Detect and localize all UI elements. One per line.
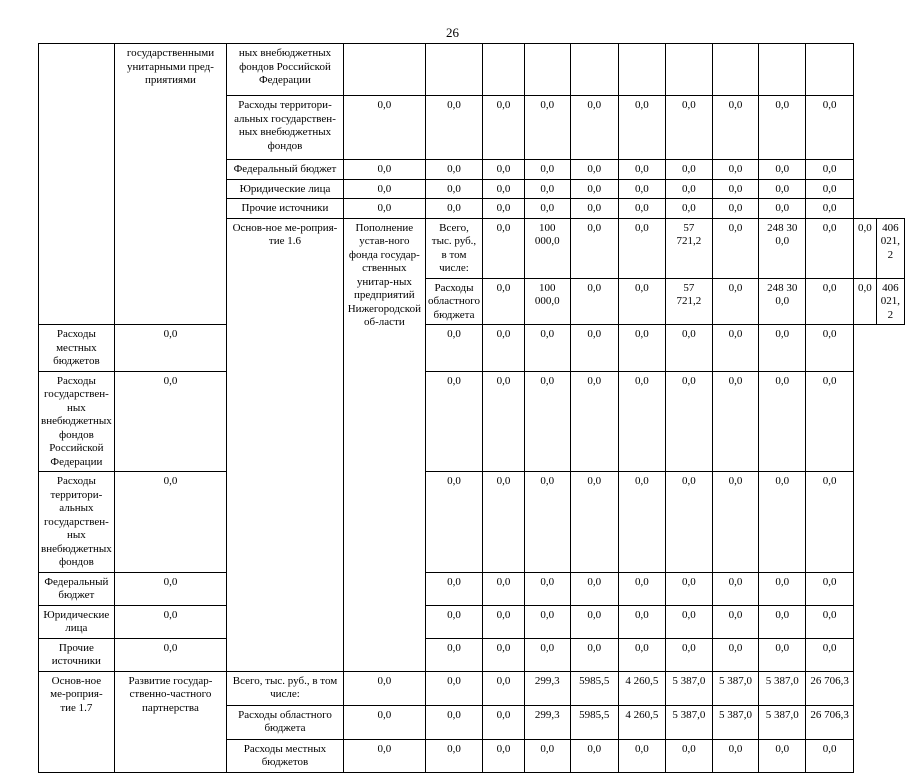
- value-cell: 0,0: [343, 705, 425, 739]
- value-cell: 0,0: [712, 605, 758, 638]
- value-cell: 0,0: [806, 278, 854, 325]
- value-cell: 0,0: [482, 671, 524, 705]
- value-cell: 0,0: [482, 705, 524, 739]
- value-cell: 0,0: [570, 179, 618, 199]
- value-cell: 0,0: [425, 96, 482, 160]
- value-cell: 0,0: [343, 96, 425, 160]
- value-cell: 0,0: [114, 472, 226, 573]
- value-cell: 0,0: [524, 739, 570, 772]
- value-cell: 0,0: [524, 638, 570, 671]
- value-cell: [665, 44, 712, 96]
- value-cell: 0,0: [482, 325, 524, 372]
- table-row: [39, 572, 905, 605]
- value-cell: 0,0: [759, 325, 806, 372]
- value-cell: 0,0: [665, 179, 712, 199]
- value-cell: 0,0: [854, 278, 877, 325]
- value-cell: 57 721,2: [665, 218, 712, 278]
- value-cell: 0,0: [618, 638, 665, 671]
- value-cell: 0,0: [618, 96, 665, 160]
- funding-source-cell: Всего, тыс. руб., в том числе:: [227, 671, 344, 705]
- activity-id-cell: Основ-ное ме-роприя-тие 1.7: [39, 671, 115, 772]
- value-cell: [618, 44, 665, 96]
- value-cell: 0,0: [482, 179, 524, 199]
- value-cell: 0,0: [806, 472, 854, 573]
- value-cell: 0,0: [425, 671, 482, 705]
- activity-name-cell: Пополнение устав-ного фонда государ-ственных унитар-ных предприятий Нижегородской об-ласти: [343, 218, 425, 671]
- value-cell: 0,0: [712, 739, 758, 772]
- value-cell: 0,0: [114, 572, 226, 605]
- value-cell: 0,0: [570, 199, 618, 219]
- value-cell: 0,0: [425, 371, 482, 472]
- value-cell: [712, 44, 758, 96]
- value-cell: 299,3: [524, 671, 570, 705]
- value-cell: 0,0: [343, 671, 425, 705]
- value-cell: 0,0: [806, 325, 854, 372]
- value-cell: 0,0: [806, 199, 854, 219]
- value-cell: 0,0: [570, 218, 618, 278]
- value-cell: 0,0: [618, 218, 665, 278]
- value-cell: 0,0: [425, 472, 482, 573]
- value-cell: 0,0: [759, 605, 806, 638]
- value-cell: 0,0: [712, 638, 758, 671]
- funding-source-cell: Федеральный бюджет: [227, 160, 344, 180]
- value-cell: 0,0: [759, 638, 806, 671]
- value-cell: 5 387,0: [759, 705, 806, 739]
- value-cell: 0,0: [524, 199, 570, 219]
- value-cell: 0,0: [524, 325, 570, 372]
- value-cell: 0,0: [425, 160, 482, 180]
- value-cell: 5 387,0: [665, 671, 712, 705]
- table-row: [39, 44, 905, 96]
- value-cell: 0,0: [665, 605, 712, 638]
- value-cell: 5 387,0: [665, 705, 712, 739]
- value-cell: 0,0: [712, 278, 758, 325]
- value-cell: 0,0: [618, 472, 665, 573]
- value-cell: 57 721,2: [665, 278, 712, 325]
- value-cell: 0,0: [425, 739, 482, 772]
- value-cell: 0,0: [618, 605, 665, 638]
- table-row: [39, 371, 905, 472]
- value-cell: 0,0: [618, 325, 665, 372]
- table-row: [39, 605, 905, 638]
- value-cell: 0,0: [114, 371, 226, 472]
- value-cell: 0,0: [665, 96, 712, 160]
- value-cell: 26 706,3: [806, 705, 854, 739]
- value-cell: 5985,5: [570, 671, 618, 705]
- value-cell: 0,0: [618, 278, 665, 325]
- value-cell: 0,0: [114, 325, 226, 372]
- value-cell: 0,0: [482, 199, 524, 219]
- value-cell: 5985,5: [570, 705, 618, 739]
- value-cell: 0,0: [482, 472, 524, 573]
- value-cell: 5 387,0: [759, 671, 806, 705]
- funding-source-cell: Расходы местных бюджетов: [39, 325, 115, 372]
- value-cell: 0,0: [665, 160, 712, 180]
- funding-source-cell: Расходы государствен-ных внебюджетных фондов Российской Федерации: [39, 371, 115, 472]
- funding-source-cell: Расходы территори-альных государствен-ных внебюджетных фондов: [227, 96, 344, 160]
- value-cell: 0,0: [759, 96, 806, 160]
- value-cell: 0,0: [806, 96, 854, 160]
- activity-id-cell: [39, 44, 115, 325]
- value-cell: [425, 44, 482, 96]
- value-cell: 5 387,0: [712, 671, 758, 705]
- value-cell: 0,0: [618, 572, 665, 605]
- value-cell: [524, 44, 570, 96]
- value-cell: 0,0: [524, 96, 570, 160]
- value-cell: 0,0: [524, 605, 570, 638]
- value-cell: 5 387,0: [712, 705, 758, 739]
- funding-source-cell: Юридические лица: [227, 179, 344, 199]
- value-cell: 0,0: [570, 739, 618, 772]
- value-cell: [570, 44, 618, 96]
- budget-table-body: [39, 44, 905, 773]
- value-cell: 0,0: [570, 325, 618, 372]
- value-cell: 299,3: [524, 705, 570, 739]
- value-cell: 248 30 0,0: [759, 278, 806, 325]
- value-cell: 0,0: [759, 160, 806, 180]
- value-cell: 0,0: [665, 472, 712, 573]
- value-cell: 0,0: [425, 179, 482, 199]
- value-cell: 0,0: [425, 705, 482, 739]
- value-cell: 0,0: [712, 199, 758, 219]
- value-cell: 0,0: [482, 160, 524, 180]
- value-cell: 0,0: [618, 179, 665, 199]
- value-cell: 0,0: [759, 572, 806, 605]
- table-row: [39, 472, 905, 573]
- funding-source-cell: Прочие источники: [227, 199, 344, 219]
- value-cell: 26 706,3: [806, 671, 854, 705]
- value-cell: 0,0: [618, 199, 665, 219]
- value-cell: 406 021, 2: [876, 218, 904, 278]
- table-row: [39, 671, 905, 705]
- value-cell: 0,0: [425, 199, 482, 219]
- value-cell: 100 000,0: [524, 278, 570, 325]
- value-cell: 0,0: [618, 739, 665, 772]
- value-cell: 0,0: [665, 638, 712, 671]
- value-cell: 0,0: [425, 572, 482, 605]
- funding-source-cell: ных внебюджетных фондов Российской Федерации: [227, 44, 344, 96]
- value-cell: 0,0: [854, 218, 877, 278]
- value-cell: 0,0: [806, 605, 854, 638]
- funding-source-cell: Расходы территори-альных государствен-ных внебюджетных фондов: [39, 472, 115, 573]
- value-cell: 0,0: [712, 572, 758, 605]
- value-cell: 0,0: [759, 472, 806, 573]
- budget-table: [38, 43, 905, 773]
- funding-source-cell: Расходы местных бюджетов: [227, 739, 344, 772]
- value-cell: 0,0: [712, 325, 758, 372]
- value-cell: 0,0: [114, 605, 226, 638]
- value-cell: 4 260,5: [618, 671, 665, 705]
- value-cell: 406 021, 2: [876, 278, 904, 325]
- funding-source-cell: Всего, тыс. руб., в том числе:: [425, 218, 482, 278]
- value-cell: 0,0: [482, 605, 524, 638]
- value-cell: 0,0: [343, 199, 425, 219]
- value-cell: 0,0: [712, 218, 758, 278]
- value-cell: 0,0: [482, 278, 524, 325]
- value-cell: 0,0: [806, 218, 854, 278]
- value-cell: 0,0: [570, 278, 618, 325]
- value-cell: 0,0: [806, 160, 854, 180]
- value-cell: 0,0: [482, 218, 524, 278]
- value-cell: 0,0: [524, 179, 570, 199]
- value-cell: 0,0: [343, 179, 425, 199]
- activity-name-cell: Развитие государ-ственно-частного партнерства: [114, 671, 226, 772]
- value-cell: 0,0: [524, 371, 570, 472]
- value-cell: 0,0: [759, 739, 806, 772]
- value-cell: 0,0: [712, 472, 758, 573]
- value-cell: 0,0: [482, 371, 524, 472]
- value-cell: 0,0: [570, 96, 618, 160]
- value-cell: 0,0: [570, 638, 618, 671]
- value-cell: 0,0: [570, 472, 618, 573]
- value-cell: 0,0: [570, 572, 618, 605]
- value-cell: 4 260,5: [618, 705, 665, 739]
- value-cell: 0,0: [524, 472, 570, 573]
- activity-name-cell: государственными унитарными пред-приятиями: [114, 44, 226, 325]
- value-cell: 0,0: [806, 572, 854, 605]
- value-cell: 0,0: [570, 160, 618, 180]
- value-cell: 0,0: [712, 371, 758, 472]
- value-cell: 0,0: [114, 638, 226, 671]
- value-cell: [806, 44, 854, 96]
- value-cell: 0,0: [482, 638, 524, 671]
- value-cell: 0,0: [618, 160, 665, 180]
- funding-source-cell: Расходы областного бюджета: [425, 278, 482, 325]
- table-row: [39, 325, 905, 372]
- page-number: 26: [446, 25, 459, 40]
- funding-source-cell: Федеральный бюджет: [39, 572, 115, 605]
- value-cell: 0,0: [712, 96, 758, 160]
- value-cell: [343, 44, 425, 96]
- value-cell: 0,0: [570, 605, 618, 638]
- value-cell: 0,0: [759, 199, 806, 219]
- value-cell: 0,0: [524, 572, 570, 605]
- value-cell: 0,0: [665, 371, 712, 472]
- funding-source-cell: Расходы областного бюджета: [227, 705, 344, 739]
- funding-source-cell: Прочие источники: [39, 638, 115, 671]
- value-cell: 0,0: [665, 199, 712, 219]
- value-cell: 0,0: [759, 179, 806, 199]
- value-cell: 0,0: [425, 605, 482, 638]
- value-cell: 0,0: [665, 572, 712, 605]
- value-cell: 0,0: [343, 160, 425, 180]
- value-cell: 0,0: [806, 739, 854, 772]
- value-cell: 0,0: [806, 371, 854, 472]
- value-cell: 0,0: [759, 371, 806, 472]
- value-cell: 0,0: [665, 325, 712, 372]
- value-cell: [759, 44, 806, 96]
- value-cell: 100 000,0: [524, 218, 570, 278]
- value-cell: 0,0: [425, 325, 482, 372]
- value-cell: 0,0: [570, 371, 618, 472]
- value-cell: 0,0: [712, 179, 758, 199]
- value-cell: 0,0: [618, 371, 665, 472]
- funding-source-cell: Юридические лица: [39, 605, 115, 638]
- value-cell: 0,0: [482, 96, 524, 160]
- value-cell: 0,0: [665, 739, 712, 772]
- value-cell: 0,0: [524, 160, 570, 180]
- value-cell: 0,0: [343, 739, 425, 772]
- activity-id-cell: Основ-ное ме-роприя-тие 1.6: [227, 218, 344, 671]
- value-cell: 0,0: [806, 638, 854, 671]
- value-cell: 0,0: [806, 179, 854, 199]
- value-cell: [482, 44, 524, 96]
- table-row: [39, 638, 905, 671]
- value-cell: 0,0: [482, 739, 524, 772]
- value-cell: 0,0: [712, 160, 758, 180]
- value-cell: 0,0: [482, 572, 524, 605]
- value-cell: 248 30 0,0: [759, 218, 806, 278]
- value-cell: 0,0: [425, 638, 482, 671]
